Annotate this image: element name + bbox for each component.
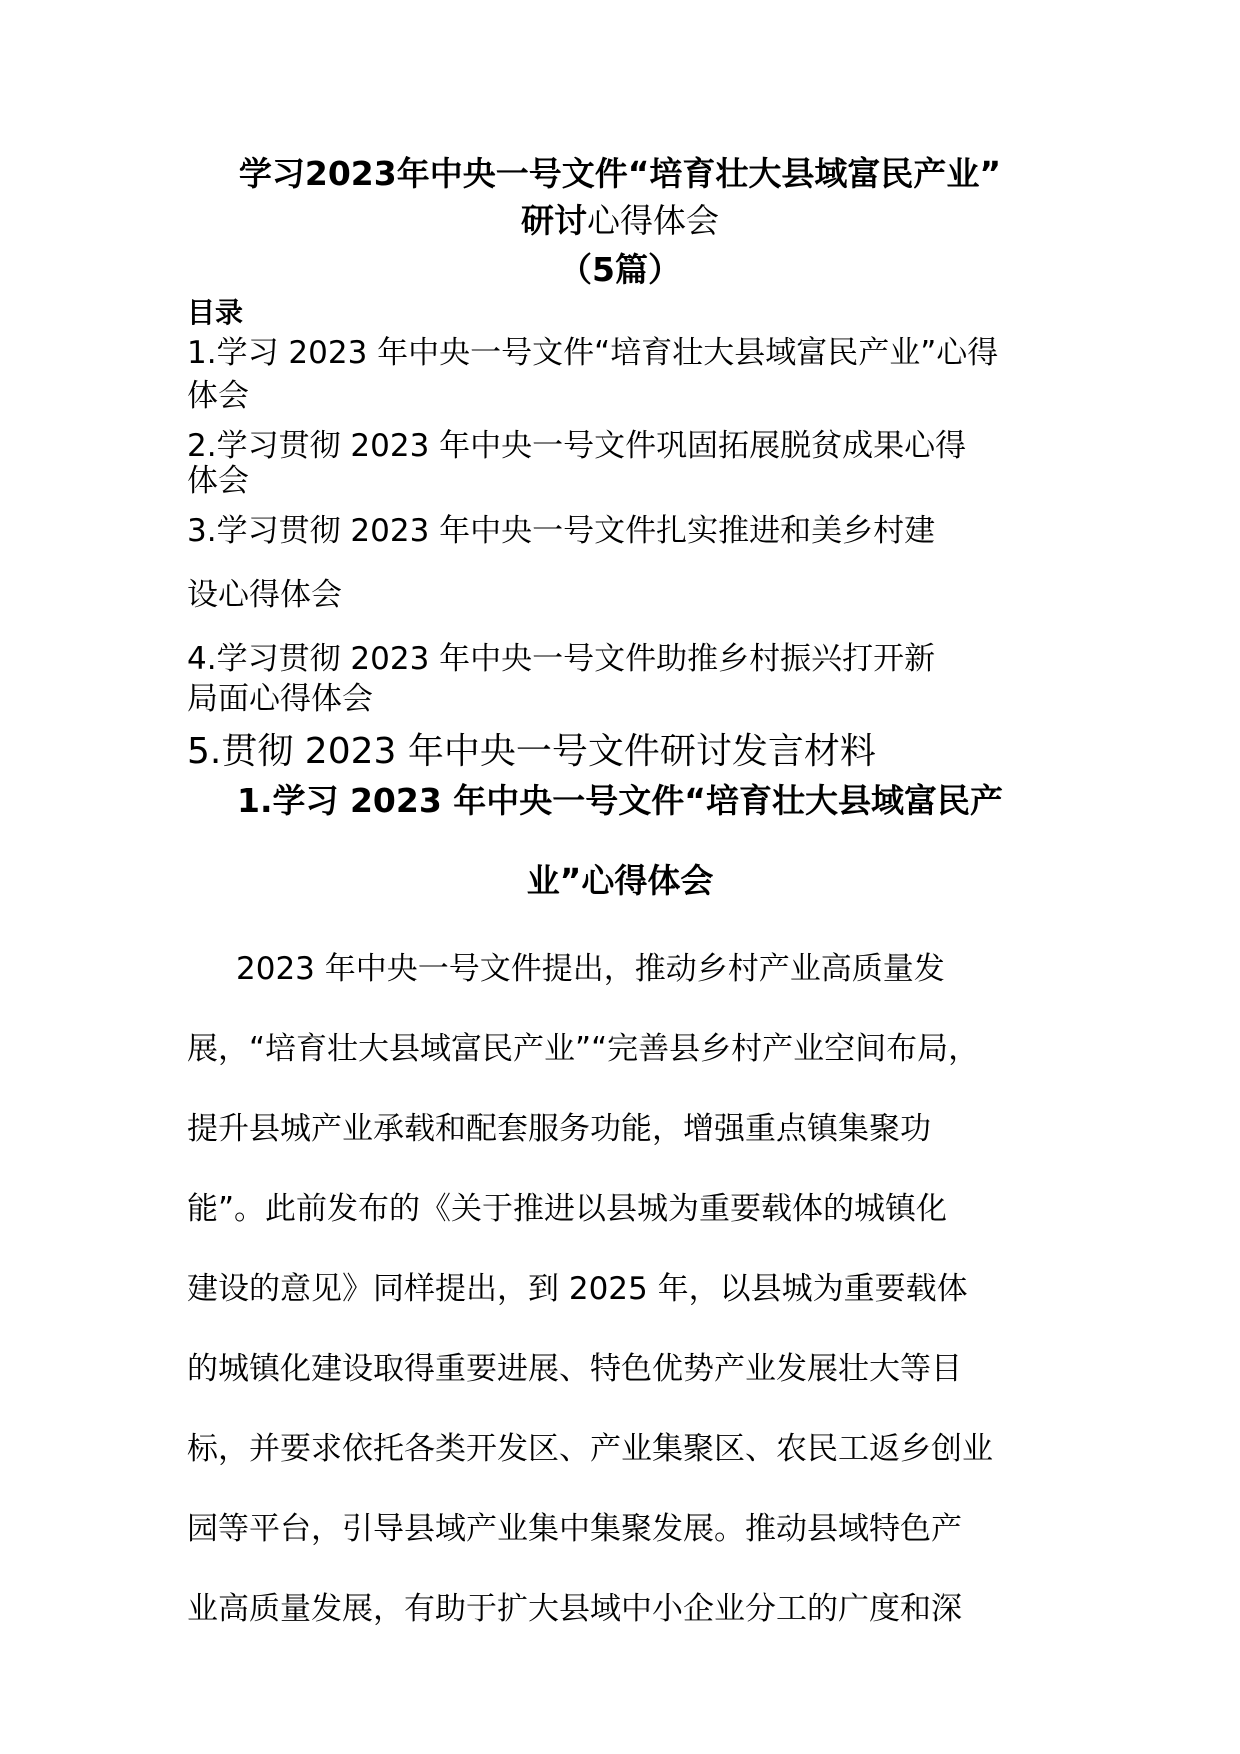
toc-item-1-line-1: 1.学习 2023 年中央一号文件“培育壮大县域富民产业”心得 (187, 335, 999, 371)
document-title-line-2 (0, 195, 1240, 242)
toc-item-3-line-2: 设心得体会 (187, 577, 342, 613)
body-line-5: 建设的意见》同样提出，到 2025 年，以县城为重要载体 (187, 1271, 968, 1307)
title-bold-part: 研讨 (521, 201, 587, 240)
body-line-8: 园等平台，引导县域产业集中集聚发展。推动县域特色产 (187, 1511, 962, 1547)
toc-item-4-line-2: 局面心得体会 (187, 681, 373, 717)
section-heading-line-2: 业”心得体会 (526, 861, 714, 900)
section-heading-line-1: 1.学习 2023 年中央一号文件“培育壮大县域富民产 (236, 781, 1003, 820)
document-title-count: （5篇） (559, 250, 681, 289)
body-line-7: 标，并要求依托各类开发区、产业集聚区、农民工返乡创业 (187, 1431, 993, 1467)
toc-item-5: 5.贯彻 2023 年中央一号文件研讨发言材料 (187, 731, 876, 772)
toc-item-2-line-1: 2.学习贯彻 2023 年中央一号文件巩固拓展脱贫成果心得 (187, 428, 967, 464)
body-line-9: 业高质量发展，有助于扩大县域中小企业分工的广度和深 (187, 1591, 962, 1627)
body-line-6: 的城镇化建设取得重要进展、特色优势产业发展壮大等目 (187, 1351, 962, 1387)
toc-heading: 目录 (187, 296, 244, 329)
body-line-1: 2023 年中央一号文件提出，推动乡村产业高质量发 (236, 951, 945, 987)
toc-item-1-line-2: 体会 (187, 378, 249, 414)
body-line-3: 提升县城产业承载和配套服务功能，增强重点镇集聚功 (187, 1111, 931, 1147)
body-line-4: 能”。此前发布的《关于推进以县城为重要载体的城镇化 (187, 1191, 948, 1227)
toc-item-4-line-1: 4.学习贯彻 2023 年中央一号文件助推乡村振兴打开新 (187, 641, 936, 677)
body-line-2: 展，“培育壮大县域富民产业”“完善县乡村产业空间布局， (187, 1031, 980, 1067)
title-regular-part: 心得体会 (587, 201, 719, 240)
toc-item-2-line-2: 体会 (187, 463, 249, 499)
toc-item-3-line-1: 3.学习贯彻 2023 年中央一号文件扎实推进和美乡村建 (187, 513, 936, 549)
document-title-line-1: 学习2023年中央一号文件“培育壮大县域富民产业” (238, 154, 1002, 193)
